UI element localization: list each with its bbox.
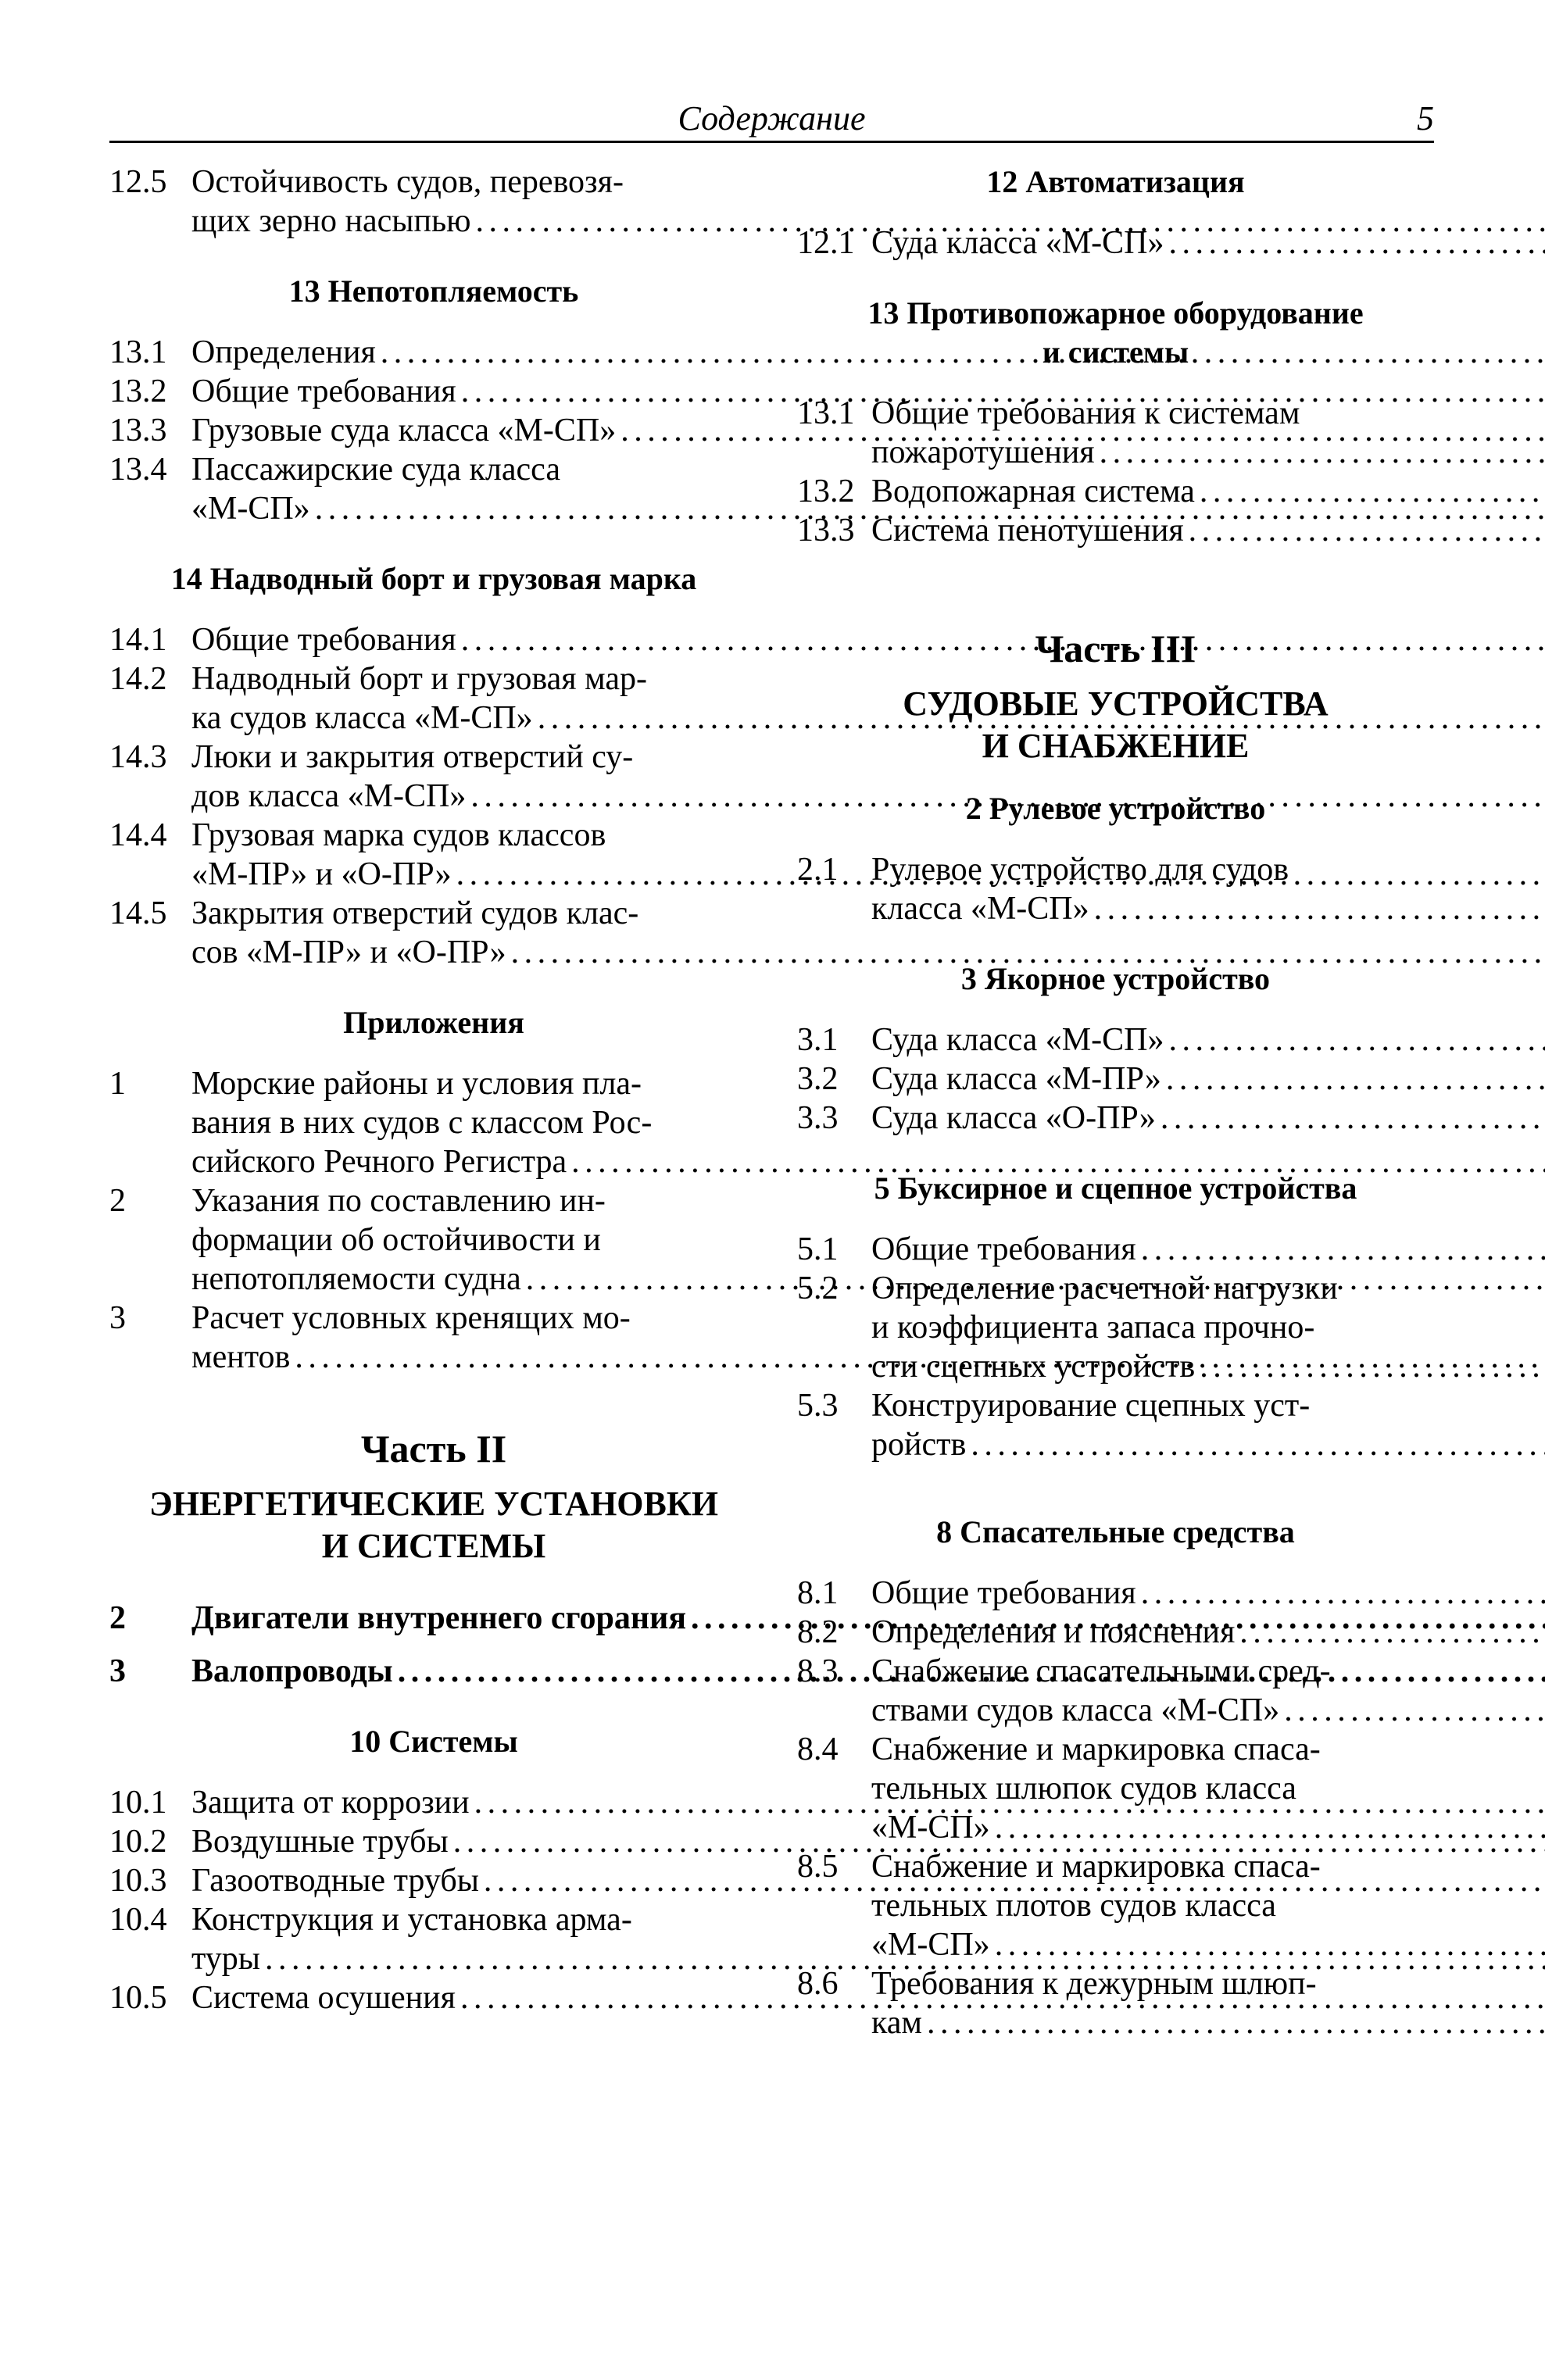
section-heading: 8 Спасательные средства: [936, 1514, 1295, 1549]
section-heading: Приложения: [343, 1005, 524, 1040]
toc-entry[interactable]: 3 Валопроводы . . .: [109, 1652, 758, 1691]
toc-entry[interactable]: 14.3 Люки и закрытия отверстий су- дов класса «М-СП» . . .: [109, 738, 758, 816]
toc-entry[interactable]: 2 Указания по составлению ин- формации об остойчивости и непотопляемости судна . . .: [109, 1181, 758, 1299]
toc-entry[interactable]: 1 Морские районы и условия пла- вания в них судов с классом Рос- сийского Речного Регистра . . .: [109, 1064, 758, 1181]
section-heading: 13 Непотопляемость: [288, 273, 579, 309]
toc-entry[interactable]: 10.1 Защита от коррозии . . .: [109, 1783, 758, 1822]
toc-entry[interactable]: 13.1 Общие требования к системам пожаротушения . . .: [797, 394, 1434, 472]
toc-entry[interactable]: 8.5 Снабжение и маркировка спаса- тельных плотов судов класса «М-СП» . . .: [797, 1847, 1434, 1964]
part-title: Часть II: [360, 1427, 507, 1471]
section-heading: 3 Якорное устройство: [960, 961, 1271, 996]
toc-entry[interactable]: 8.6 Требования к дежурным шлюп- кам . . .: [797, 1964, 1434, 2042]
toc-entry[interactable]: 10.3 Газоотводные трубы . . .: [109, 1861, 758, 1900]
toc-entry[interactable]: 3.2 Суда класса «М-ПР» . . .: [797, 1060, 1434, 1099]
toc-entry[interactable]: 10.5 Система осушения . . .: [109, 1978, 758, 2017]
section-heading: 14 Надводный борт и грузовая марка: [170, 561, 697, 596]
toc-entry[interactable]: 13.2 Водопожарная система . . .: [797, 472, 1434, 511]
toc-entry[interactable]: 13.1 Определения . . .: [109, 333, 758, 372]
section-heading: 5 Буксирное и сцепное устройства: [874, 1170, 1357, 1206]
toc-entry[interactable]: 13.3 Система пенотушения . . .: [797, 511, 1434, 550]
toc-entry[interactable]: 13.2 Общие требования . . .: [109, 372, 758, 411]
part-subtitle: И СНАБЖЕНИЕ: [982, 727, 1250, 765]
entry-title: Остойчивость судов, перевозя- щих зерно насыпью . . .: [191, 163, 1545, 241]
section-heading: и системы: [1042, 334, 1189, 370]
toc-entry[interactable]: 3.1 Суда класса «М-СП» . . .: [797, 1020, 1434, 1060]
part-subtitle: И СИСТЕМЫ: [321, 1527, 546, 1565]
section-heading: 10 Системы: [349, 1724, 518, 1759]
toc-entry[interactable]: 8.4 Снабжение и маркировка спаса- тельных шлюпок судов класса «М-СП» . . .: [797, 1730, 1434, 1847]
running-head-title: Содержание: [678, 99, 866, 138]
part-title: Часть III: [1035, 627, 1196, 670]
part-subtitle: СУДОВЫЕ УСТРОЙСТВА: [903, 684, 1329, 723]
toc-entry[interactable]: 8.2 Определения и пояснения . . .: [797, 1613, 1434, 1652]
toc-entry[interactable]: 14.2 Надводный борт и грузовая мар- ка судов класса «М-СП» . . .: [109, 659, 758, 738]
toc-entry[interactable]: 12.1 Суда класса «М-СП» . . .: [797, 223, 1434, 263]
section-heading: 2 Рулевое устройство: [965, 791, 1266, 826]
toc-entry[interactable]: 13.3 Грузовые суда класса «М-СП» . . .: [109, 411, 758, 450]
toc-entry[interactable]: 14.4 Грузовая марка судов классов «М-ПР» и «О-ПР» . . .: [109, 816, 758, 894]
toc-entry[interactable]: 8.3 Снабжение спасательными сред- ствами судов класса «М-СП» . . .: [797, 1652, 1434, 1730]
page-number: 5: [1417, 99, 1434, 138]
toc-entry[interactable]: 2.1 Рулевое устройство для судов класса «М-СП» . . .: [797, 850, 1434, 928]
toc-entry[interactable]: 10.2 Воздушные трубы . . .: [109, 1822, 758, 1861]
toc-entry[interactable]: 14.1 Общие требования . . .: [109, 620, 758, 659]
part-subtitle: ЭНЕРГЕТИЧЕСКИЕ УСТАНОВКИ: [148, 1485, 719, 1523]
toc-entry[interactable]: 13.4 Пассажирские суда класса «М-СП» . . .: [109, 450, 758, 528]
left-column: [109, 163, 758, 2017]
entry-number: 12.5: [109, 164, 167, 200]
running-head: [109, 92, 1434, 143]
toc-entry[interactable]: 3.3 Суда класса «О-ПР» . . .: [797, 1099, 1434, 1138]
right-column: [797, 163, 1434, 2042]
section-heading: 13 Противопожарное оборудование: [867, 295, 1364, 331]
toc-entry[interactable]: 5.3 Конструирование сцепных уст- ройств . . .: [797, 1386, 1434, 1464]
toc-entry[interactable]: 10.4 Конструкция и установка арма- туры . . .: [109, 1900, 758, 1978]
toc-entry[interactable]: 3 Расчет условных кренящих мо- ментов . . .: [109, 1299, 758, 1377]
toc-entry[interactable]: 14.5 Закрытия отверстий судов клас- сов «М-ПР» и «О-ПР» . . .: [109, 894, 758, 972]
toc-entry[interactable]: 2 Двигатели внутреннего сгорания . . .: [109, 1599, 758, 1638]
section-heading: 12 Автоматизация: [986, 164, 1245, 199]
toc-entry[interactable]: 5.1 Общие требования . . .: [797, 1230, 1434, 1269]
toc-entry[interactable]: 8.1 Общие требования . . .: [797, 1574, 1434, 1613]
toc-entry[interactable]: 5.2 Определение расчетной нагрузки и коэффициента запаса прочно- сти сцепных устройств . . .: [797, 1269, 1434, 1386]
